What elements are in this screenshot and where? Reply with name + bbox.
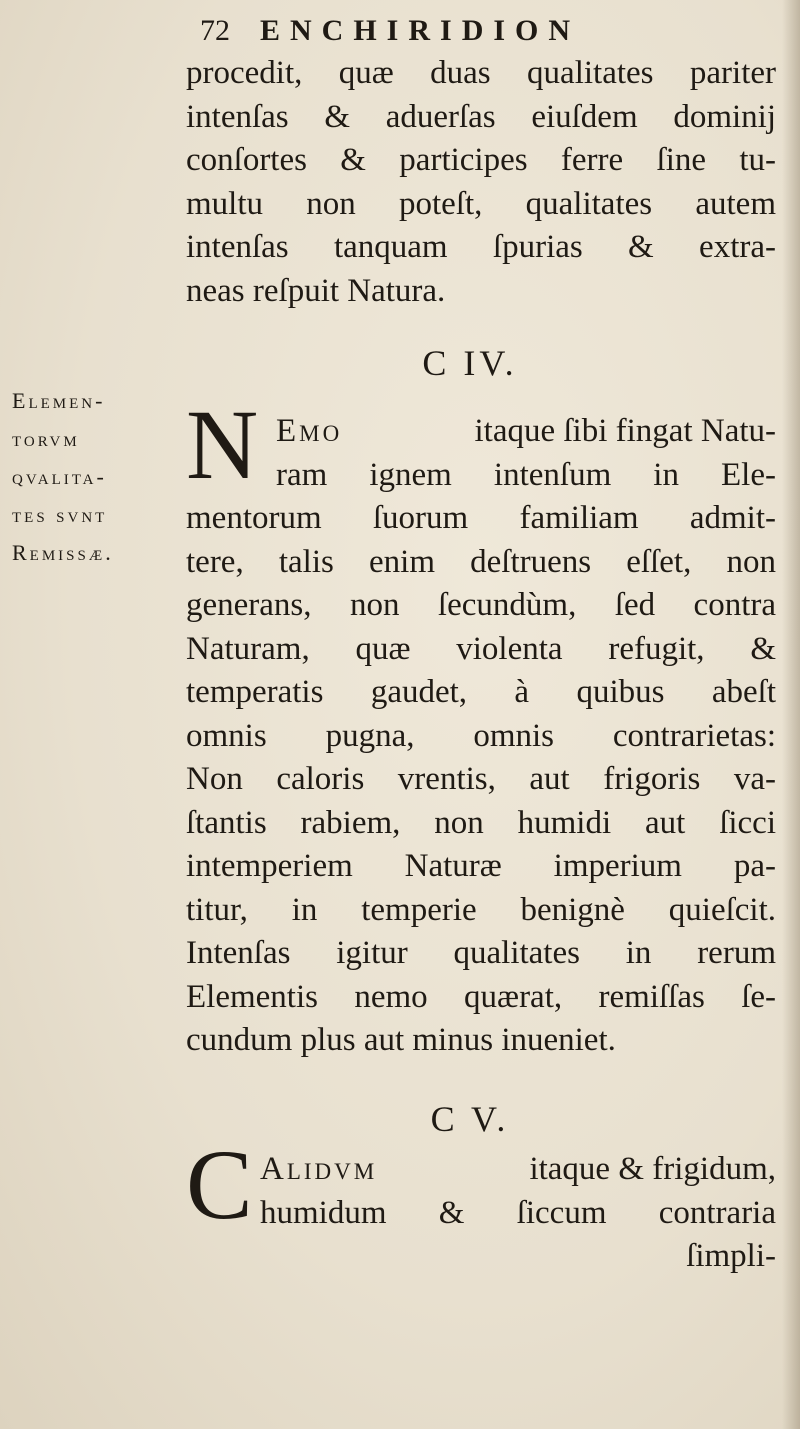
text-line: cundum plus aut minus inueniet. [186,1022,616,1058]
text-line: intenſas tanquam ſpurias & extra- [186,229,776,265]
text-line: Non caloris vrentis, aut frigoris va- [186,761,776,797]
text-line: ram ignem intenſum in Ele- [276,456,776,493]
civ-opening-lines [276,410,776,497]
text-line: neas reſpuit Natura. [186,272,446,309]
chapter-heading-civ: C IV. [422,343,518,383]
margin-note-line: qvalita- [12,464,107,489]
drop-cap-c: C [186,1129,253,1240]
margin-note-line: torvm [12,426,80,451]
text-line: intenſas & aduerſas eiuſdem dominij [186,98,776,135]
text-line: Intenſas igitur qualitates in rerum [186,935,776,971]
text-line: tere, talis enim deſtruens eſſet, non [186,543,776,580]
text-line [276,410,776,454]
margin-note-line: Remissæ. [12,540,114,565]
opening-word: Alidvm [260,1151,378,1187]
chapter-heading-cv: C V. [430,1099,510,1139]
opening-line-rest: itaque ſibi fingat Natu- [474,413,776,449]
text-line: conſortes & participes ferre ſine tu- [186,142,776,178]
text-line: humidum & ſiccum contraria [260,1194,776,1231]
text-line: multu non poteſt, qualitates autem [186,185,776,222]
gutter-shadow [782,0,800,1429]
text-line: Naturam, quæ violenta refugit, & [186,630,776,667]
catchword: ſimpli- [686,1238,776,1274]
text-line [260,1148,776,1192]
text-line: intemperiem Naturæ imperium pa- [186,848,776,884]
text-line: procedit, quæ duas qualitates pariter [186,55,776,91]
text-line: temperatis gaudet, à quibus abeſt [186,674,776,710]
text-line: titur, in temperie benignè quieſcit. [186,891,776,928]
opening-line-rest: itaque & frigidum, [529,1151,776,1187]
margin-note-line: tes svnt [12,502,108,527]
margin-note-line: Elemen- [12,388,106,413]
text-line: Elementis nemo quærat, remiſſas ſe- [186,978,776,1015]
text-line: generans, non ſecundùm, ſed contra [186,587,776,623]
cv-opening-lines [260,1148,776,1279]
civ-body [186,497,776,1063]
opening-word: Emo [276,413,343,449]
margin-note [12,382,182,572]
text-line: ſtantis rabiem, non humidi aut ſicci [186,804,776,841]
text-line: omnis pugna, omnis contrarietas: [186,717,776,754]
running-head: ENCHIRIDION [260,14,581,47]
drop-cap-n: N [186,389,259,500]
page-number: 72 [200,14,230,47]
text-line: mentorum ſuorum familiam admit- [186,500,776,536]
top-paragraph [186,52,776,313]
